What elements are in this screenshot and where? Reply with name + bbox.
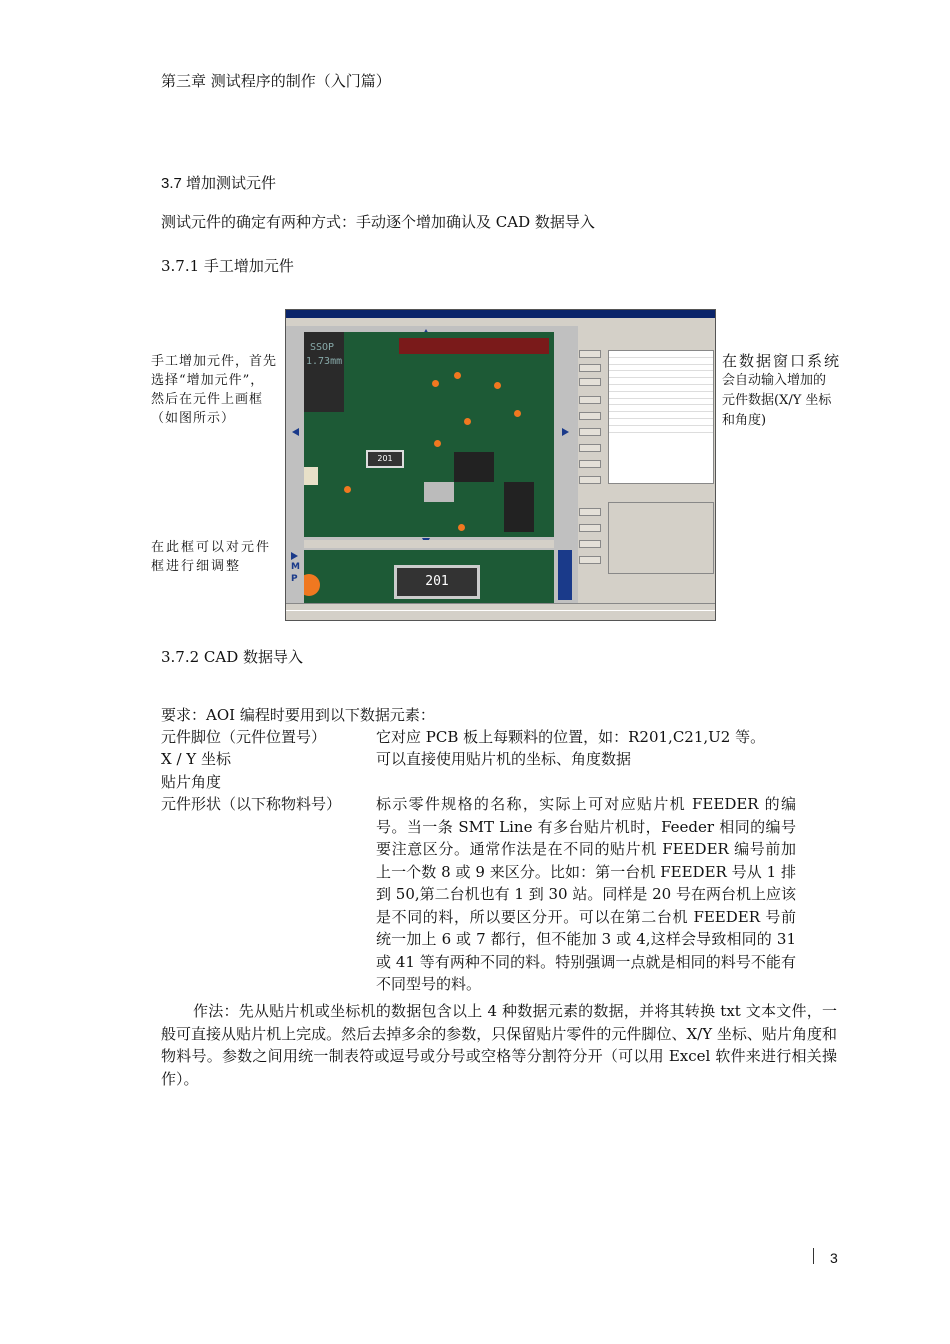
note-line: 会自动输入增加的 bbox=[722, 373, 827, 388]
chip-label: 201 bbox=[377, 454, 393, 463]
component-data-grid bbox=[608, 350, 714, 484]
silk-label: 1.73mm bbox=[306, 356, 343, 367]
panel-button bbox=[579, 396, 601, 404]
p-icon: P bbox=[291, 574, 298, 584]
resistor-chip-zoom bbox=[394, 565, 480, 599]
panel-button bbox=[579, 476, 601, 484]
section-title-3-7-1: 3.7.1 手工增加元件 bbox=[161, 257, 294, 275]
note-line: 元件数据(X/Y 坐标 bbox=[722, 393, 832, 408]
via-dot bbox=[454, 372, 461, 379]
panel-button bbox=[579, 556, 601, 564]
via-dot bbox=[432, 380, 439, 387]
req-term: 贴片角度 bbox=[161, 773, 222, 791]
ic-pin-row bbox=[399, 338, 549, 354]
panel-button bbox=[579, 428, 601, 436]
via-dot bbox=[494, 382, 501, 389]
aoi-software-screenshot bbox=[285, 309, 716, 621]
note-line: 手工增加元件，首先 bbox=[151, 354, 278, 369]
panel-button bbox=[579, 412, 601, 420]
view-options-bar bbox=[304, 540, 554, 548]
via-dot bbox=[434, 440, 441, 447]
silk-label: SSOP bbox=[310, 342, 335, 353]
figure-note-left-bottom bbox=[151, 538, 271, 576]
note-line: 框进行细调整 bbox=[151, 559, 242, 574]
via-dot bbox=[514, 410, 521, 417]
m-icon: M bbox=[291, 562, 300, 572]
section-intro: 测试元件的确定有两种方式：手动逐个增加确认及 CAD 数据导入 bbox=[161, 213, 595, 231]
method-paragraph: 作法：先从贴片机或坐标机的数据包含以上 4 种数据元素的数据，并将其转换 txt 文本文件，一般可直接从贴片机上完成。然后去掉多余的参数，只保留贴片零件的元件脚位、X/Y 坐标、贴片角度和物料号。参数之间用统一制表符或逗号或分号或空格等分割符分开（可以用 Excel 软件来进行相关操作）。 bbox=[161, 1002, 837, 1088]
note-line: 在此框可以对元件 bbox=[151, 540, 272, 555]
panel-button bbox=[579, 524, 601, 532]
panel-button bbox=[579, 378, 601, 386]
figure-note-left-top bbox=[151, 352, 277, 428]
note-line: 然后在元件上画框 bbox=[151, 392, 264, 407]
via-dot bbox=[464, 418, 471, 425]
panel-button bbox=[579, 460, 601, 468]
section-title-3-7: 3.7 增加测试元件 bbox=[161, 175, 277, 192]
via-dot bbox=[458, 524, 465, 531]
page-number-divider bbox=[813, 1248, 814, 1264]
note-line: （如图所示） bbox=[151, 411, 236, 426]
panel-button bbox=[579, 364, 601, 372]
screenshot-titlebar bbox=[286, 310, 715, 318]
req-term: 元件脚位（元件位置号） bbox=[161, 728, 327, 746]
control-buttons bbox=[558, 550, 572, 600]
screenshot-menubar bbox=[286, 318, 715, 326]
chip-label: 201 bbox=[425, 574, 449, 589]
panel-button bbox=[579, 350, 601, 358]
section-title-3-7-2: 3.7.2 CAD 数据导入 bbox=[161, 648, 304, 666]
page-number: 3 bbox=[830, 1250, 838, 1266]
req-term: X / Y 坐标 bbox=[161, 750, 231, 768]
chapter-header: 第三章 测试程序的制作（入门篇） bbox=[161, 72, 391, 90]
play-icon bbox=[291, 552, 298, 560]
component-body bbox=[424, 482, 454, 502]
panel-button bbox=[579, 508, 601, 516]
req-desc: 它对应 PCB 板上每颗料的位置，如：R201,C21,U2 等。 bbox=[376, 728, 766, 746]
panel-button bbox=[579, 444, 601, 452]
req-desc: 标示零件规格的名称，实际上可对应贴片机 FEEDER 的编号。当一条 SMT Line 有多台贴片机时，Feeder 相同的编号要注意区分。通常作法是在不同的贴片机 FEEDER 编号前加上一个数 8 或 9 来区分。比如：第一台机 FEEDER 号从 1 排到 50,第二台机也有 1 到 30 站。同样是 20 号在两台机上应该是不同的料，所以要区分开。可以在第二台机 FEEDER 号前统一加上 6 或 7 都行，但不能加 3 或 4,这样会导致相同的 31 或 41 等有两种不同的料。特别强调一点就是相同的料号不能有不同型号的料。 bbox=[376, 795, 796, 993]
req-desc: 可以直接使用贴片机的坐标、角度数据 bbox=[376, 750, 632, 768]
note-line: 在数据窗口系统 bbox=[722, 352, 842, 370]
note-line: 和角度) bbox=[722, 413, 767, 428]
via-dot bbox=[304, 574, 320, 596]
note-line: 选择“增加元件”， bbox=[151, 373, 265, 388]
pad bbox=[304, 467, 318, 485]
via-dot bbox=[344, 486, 351, 493]
req-term: 元件形状（以下称物料号） bbox=[161, 795, 342, 813]
requirements-lead: 要求：AOI 编程时要用到以下数据元素： bbox=[161, 706, 435, 724]
panel-button bbox=[579, 540, 601, 548]
inductor-body bbox=[504, 482, 534, 532]
arrow-left-icon bbox=[292, 428, 299, 436]
properties-box bbox=[608, 502, 714, 574]
figure-note-right bbox=[722, 351, 841, 431]
transistor-body bbox=[454, 452, 494, 482]
screenshot-taskbar bbox=[286, 610, 715, 621]
pcb-image-detail bbox=[304, 550, 554, 605]
resistor-chip bbox=[366, 450, 404, 468]
arrow-right-icon bbox=[562, 428, 569, 436]
pcb-image-main bbox=[304, 332, 554, 537]
